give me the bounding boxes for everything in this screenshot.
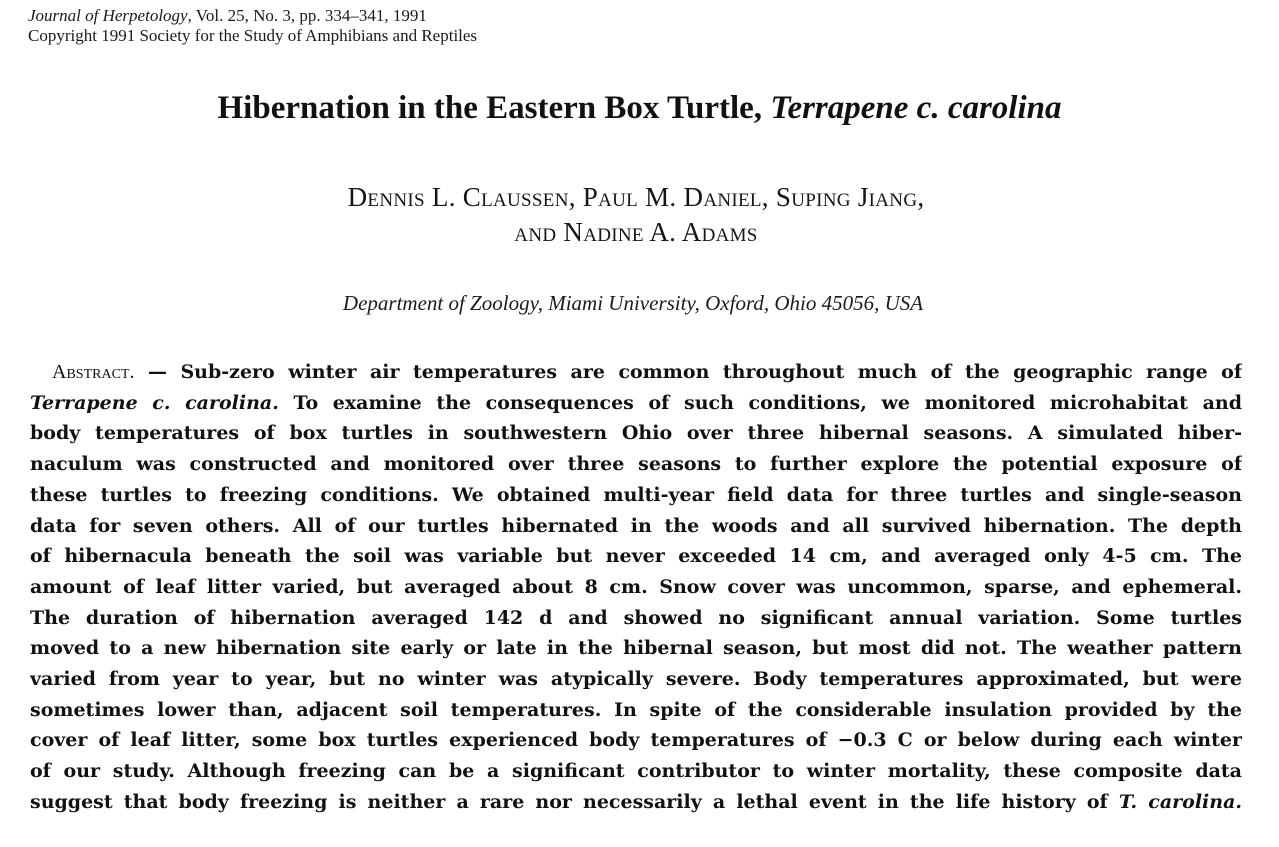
abstract-line: amount of leaf litter varied, but averaged about 8 cm. Snow cover was uncommon, sparse, and ephemeral.: [30, 575, 1242, 598]
abstract-species-inline: Terrapene c. carolina.: [30, 391, 279, 414]
copyright-line: Copyright 1991 Society for the Study of Amphibians and Reptiles: [28, 26, 478, 45]
abstract-line: varied from year to year, but no winter was atypically severe. Body temperatures approximated, but were: [30, 668, 1242, 691]
abstract-species-final: T. carolina.: [1118, 790, 1242, 813]
authors-line-2: and Nadine A. Adams: [514, 217, 758, 247]
abstract-line: these turtles to freezing conditions. We obtained multi-year field data for three turtles and single-season: [30, 483, 1242, 506]
abstract-line: cover of leaf litter, some box turtles experienced body temperatures of −0.3 C or below during each winter: [30, 729, 1242, 752]
authors-line-1: Dennis L. Claussen, Paul M. Daniel, Suping Jiang,: [347, 182, 925, 212]
title-species: Terrapene c. carolina: [770, 90, 1062, 126]
abstract-line: The duration of hibernation averaged 142 d and showed no significant annual variation. Some turtles: [30, 606, 1242, 629]
journal-citation: [28, 6, 477, 26]
abstract-line: naculum was constructed and monitored over three seasons to further explore the potential exposure of: [30, 453, 1242, 476]
journal-name: Journal of Herpetology: [28, 6, 188, 25]
abstract-line: [30, 787, 1242, 818]
abstract-label: Abstract.: [52, 361, 135, 383]
abstract-line: of our study. Although freezing can be a significant contributor to winter mortality, these composite data: [30, 760, 1242, 783]
abstract-line: sometimes lower than, adjacent soil temperatures. In spite of the considerable insulation provided by the: [30, 698, 1242, 721]
abstract-line: data for seven others. All of our turtles hibernated in the woods and all survived hibernation. The depth: [30, 514, 1242, 537]
author-list: [0, 180, 1272, 250]
abstract-block: [30, 357, 1242, 818]
journal-details: , Vol. 25, No. 3, pp. 334–341, 1991: [187, 6, 427, 25]
abstract-dash: —: [134, 361, 181, 383]
abstract-text: suggest that body freezing is neither a rare nor necessarily a lethal event in the life history of: [30, 790, 1108, 813]
abstract-line: moved to a new hibernation site early or late in the hibernal season, but most did not. The weather pattern: [30, 637, 1242, 660]
abstract-line: body temperatures of box turtles in southwestern Ohio over three hibernal seasons. A simulated hiber-: [30, 422, 1242, 445]
title-main: Hibernation in the Eastern Box Turtle,: [217, 90, 771, 126]
abstract-line: [30, 388, 1242, 419]
abstract-line: of hibernacula beneath the soil was variable but never exceeded 14 cm, and averaged only 4-5 cm. The: [30, 545, 1242, 568]
abstract-line: [30, 357, 1242, 388]
abstract-text: Sub-zero winter air temperatures are common throughout much of the geographic range of: [180, 361, 1242, 383]
article-title: [0, 88, 1279, 128]
journal-header: [28, 6, 477, 46]
abstract-text: To examine the consequences of such conditions, we monitored microhabitat and: [293, 391, 1242, 414]
author-affiliation: Department of Zoology, Miami University, Oxford, Ohio 45056, USA: [342, 291, 924, 315]
